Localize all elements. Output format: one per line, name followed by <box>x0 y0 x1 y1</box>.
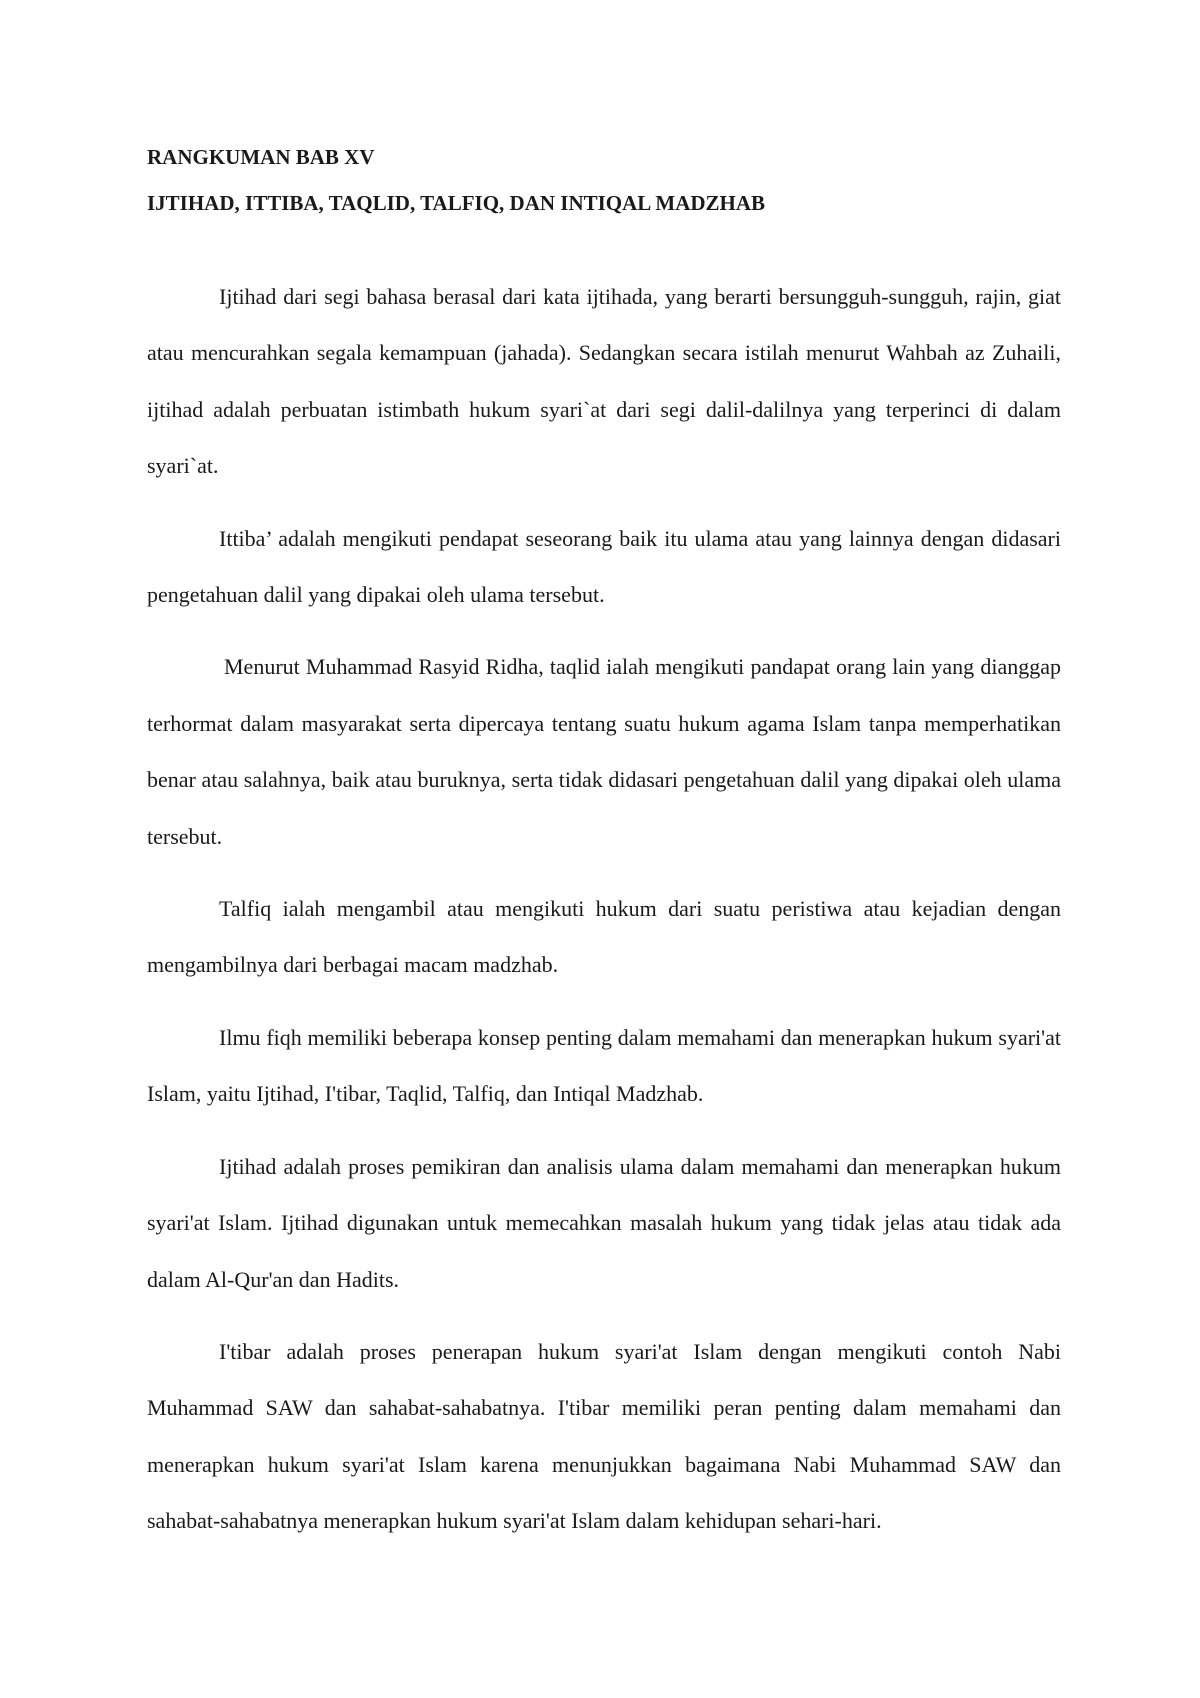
document-body <box>147 269 1061 1550</box>
document-content <box>147 143 1061 1566</box>
paragraph-ijtihad-definition: Ijtihad dari segi bahasa berasal dari kata ijtihada, yang berarti bersungguh-sungguh, rajin, giat atau mencurahkan segala kemampuan (jahada). Sedangkan secara istilah menurut Wahbah az Zuhaili, ijtihad adalah perbuatan istimbath hukum syari`at dari segi dalil-dalilnya yang terperinci di dalam syari`at. <box>147 284 1061 479</box>
paragraph-fiqh-concepts: Ilmu fiqh memiliki beberapa konsep penting dalam memahami dan menerapkan hukum syari'at Islam, yaitu Ijtihad, I'tibar, Taqlid, Talfiq, dan Intiqal Madzhab. <box>147 1024 1061 1107</box>
document-subtitle: IJTIHAD, ITTIBA, TAQLID, TALFIQ, DAN INTIQAL MADZHAB <box>147 191 766 215</box>
paragraph-itibar-process: I'tibar adalah proses penerapan hukum syari'at Islam dengan mengikuti contoh Nabi Muhammad SAW dan sahabat-sahabatnya. I'tibar memiliki peran penting dalam memahami dan menerapkan hukum syari'at Islam karena menunjukkan bagaimana Nabi Muhammad SAW dan sahabat-sahabatnya menerapkan hukum syari'at Islam dalam kehidupan sehari-hari. <box>147 1338 1061 1534</box>
paragraph-ittiba-definition: Ittiba’ adalah mengikuti pendapat seseorang baik itu ulama atau yang lainnya dengan didasari pengetahuan dalil yang dipakai oleh ulama tersebut. <box>147 525 1061 608</box>
paragraph-ijtihad-process: Ijtihad adalah proses pemikiran dan analisis ulama dalam memahami dan menerapkan hukum syari'at Islam. Ijtihad digunakan untuk memecahkan masalah hukum yang tidak jelas atau tidak ada dalam Al-Qur'an dan Hadits. <box>147 1153 1061 1292</box>
paragraph-taqlid-definition: Menurut Muhammad Rasyid Ridha, taqlid ialah mengikuti pandapat orang lain yang dianggap terhormat dalam masyarakat serta dipercaya tentang suatu hukum agama Islam tanpa memperhatikan benar atau salahnya, baik atau buruknya, serta tidak didasari pengetahuan dalil yang dipakai oleh ulama tersebut. <box>147 654 1061 849</box>
document-title: RANGKUMAN BAB XV <box>147 145 375 169</box>
paragraph-talfiq-definition: Talfiq ialah mengambil atau mengikuti hukum dari suatu peristiwa atau kejadian dengan mengambilnya dari berbagai macam madzhab. <box>147 896 1061 978</box>
